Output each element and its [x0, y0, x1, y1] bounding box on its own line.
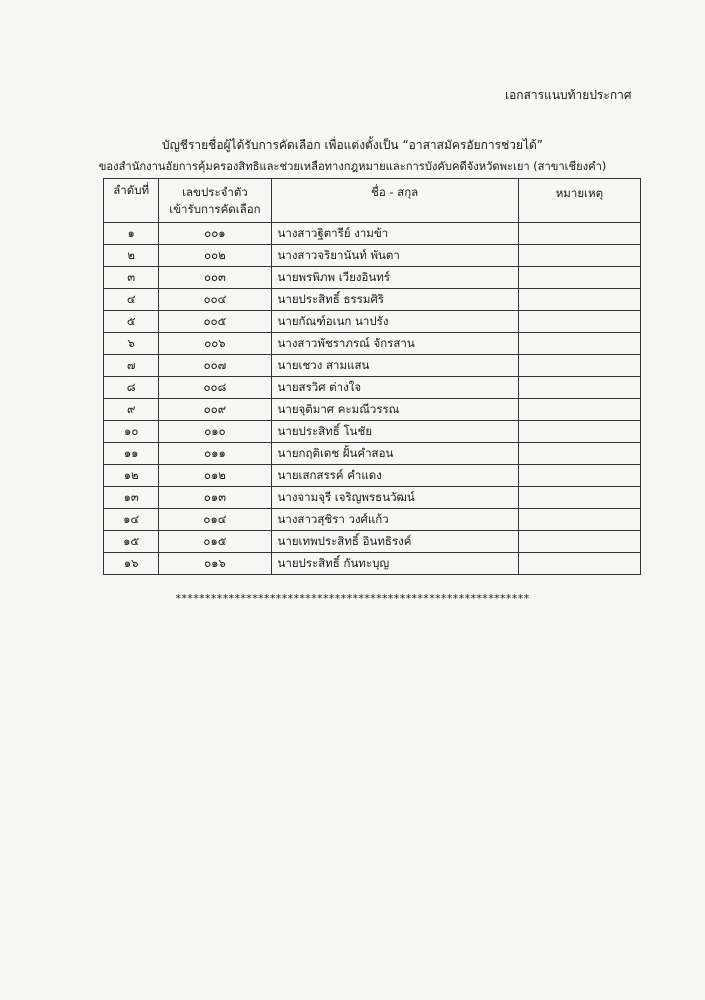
cell-seq: ๔: [104, 289, 159, 311]
table-row: [104, 487, 641, 509]
cell-candidate-id: ๐๐๕: [159, 311, 271, 333]
header-id-line1: เลขประจำตัว: [182, 184, 248, 199]
cell-remark: [518, 267, 640, 289]
table-row: [104, 355, 641, 377]
cell-remark: [518, 531, 640, 553]
cell-candidate-id: ๐๐๙: [159, 399, 271, 421]
cell-remark: [518, 311, 640, 333]
cell-name: นายประสิทธิ์ ธรรมศิริ: [271, 289, 518, 311]
cell-name: นางสาวจริยานันท์ พันตา: [271, 245, 518, 267]
cell-seq: ๑๒: [104, 465, 159, 487]
cell-seq: ๑: [104, 223, 159, 245]
cell-candidate-id: ๐๐๖: [159, 333, 271, 355]
table-row: [104, 509, 641, 531]
cell-seq: ๑๐: [104, 421, 159, 443]
table-header-row: [104, 179, 641, 223]
cell-remark: [518, 377, 640, 399]
cell-name: นายสรวิศ ต่างใจ: [271, 377, 518, 399]
cell-remark: [518, 289, 640, 311]
document-title: บัญชีรายชื่อผู้ได้รับการคัดเลือก เพื่อแต่งตั้งเป็น “อาสาสมัครอัยการช่วยได้”: [161, 138, 544, 152]
cell-name: นางสาวสุชิรา วงศ์แก้ว: [271, 509, 518, 531]
header-name: ชื่อ - สกุล: [271, 179, 518, 223]
cell-remark: [518, 487, 640, 509]
cell-name: นายเสกสรรค์ คำแดง: [271, 465, 518, 487]
table-row: [104, 333, 641, 355]
table-row: [104, 267, 641, 289]
cell-candidate-id: ๐๑๕: [159, 531, 271, 553]
cell-seq: ๕: [104, 311, 159, 333]
table-row: [104, 465, 641, 487]
cell-remark: [518, 443, 640, 465]
cell-seq: ๑๔: [104, 509, 159, 531]
table-row: [104, 553, 641, 575]
header-candidate-id: [159, 179, 271, 223]
cell-remark: [518, 355, 640, 377]
cell-name: นายกฤติเดช ฝั้นคำสอน: [271, 443, 518, 465]
cell-seq: ๑๖: [104, 553, 159, 575]
cell-candidate-id: ๐๑๔: [159, 509, 271, 531]
cell-name: นางจามจุรี เจริญพรธนวัฒน์: [271, 487, 518, 509]
cell-seq: ๑๑: [104, 443, 159, 465]
cell-name: นายประสิทธิ์ โนชัย: [271, 421, 518, 443]
document-subtitle: ของสำนักงานอัยการคุ้มครองสิทธิและช่วยเหลือทางกฎหมายและการบังคับคดีจังหวัดพะเยา (สาขาเชียงคำ): [98, 160, 607, 173]
cell-remark: [518, 223, 640, 245]
cell-name: นายกัณฑ์อเนก นาปรัง: [271, 311, 518, 333]
cell-seq: ๑๓: [104, 487, 159, 509]
cell-candidate-id: ๐๑๒: [159, 465, 271, 487]
table-row: [104, 443, 641, 465]
table-row: [104, 223, 641, 245]
cell-seq: ๘: [104, 377, 159, 399]
cell-name: นายจุติมาศ คะมณีวรรณ: [271, 399, 518, 421]
cell-remark: [518, 333, 640, 355]
table-row: [104, 311, 641, 333]
candidate-table: [103, 178, 641, 575]
cell-remark: [518, 245, 640, 267]
cell-candidate-id: ๐๐๓: [159, 267, 271, 289]
header-remark: หมายเหตุ: [518, 179, 640, 223]
cell-name: นายเชวง สามแสน: [271, 355, 518, 377]
table-row: [104, 421, 641, 443]
cell-candidate-id: ๐๐๔: [159, 289, 271, 311]
cell-candidate-id: ๐๐๑: [159, 223, 271, 245]
cell-seq: ๖: [104, 333, 159, 355]
table-row: [104, 245, 641, 267]
cell-candidate-id: ๐๑๓: [159, 487, 271, 509]
cell-candidate-id: ๐๐๘: [159, 377, 271, 399]
cell-name: นางสาวพัชราภรณ์ จักรสาน: [271, 333, 518, 355]
cell-candidate-id: ๐๑๐: [159, 421, 271, 443]
cell-candidate-id: ๐๐๒: [159, 245, 271, 267]
cell-seq: ๑๕: [104, 531, 159, 553]
cell-candidate-id: ๐๑๖: [159, 553, 271, 575]
cell-name: นายเทพประสิทธิ์ อินทธิรงค์: [271, 531, 518, 553]
table-row: [104, 377, 641, 399]
header-note: เอกสารแนบท้ายประกาศ: [505, 88, 632, 102]
cell-seq: ๓: [104, 267, 159, 289]
table-row: [104, 399, 641, 421]
cell-name: นางสาวฐิตารีย์ งามข้า: [271, 223, 518, 245]
cell-candidate-id: ๐๑๑: [159, 443, 271, 465]
header-id-line2: เข้ารับการคัดเลือก: [169, 201, 261, 216]
header-seq: ลำดับที่: [104, 179, 159, 223]
cell-seq: ๗: [104, 355, 159, 377]
cell-seq: ๒: [104, 245, 159, 267]
cell-name: นายพรพิภพ เวียงอินทร์: [271, 267, 518, 289]
cell-remark: [518, 553, 640, 575]
table-row: [104, 289, 641, 311]
cell-remark: [518, 421, 640, 443]
cell-remark: [518, 465, 640, 487]
cell-remark: [518, 399, 640, 421]
cell-remark: [518, 509, 640, 531]
footer-separator: ************************************************************: [175, 592, 530, 605]
cell-name: นายประสิทธิ์ กันทะบุญ: [271, 553, 518, 575]
cell-candidate-id: ๐๐๗: [159, 355, 271, 377]
table-row: [104, 531, 641, 553]
cell-seq: ๙: [104, 399, 159, 421]
